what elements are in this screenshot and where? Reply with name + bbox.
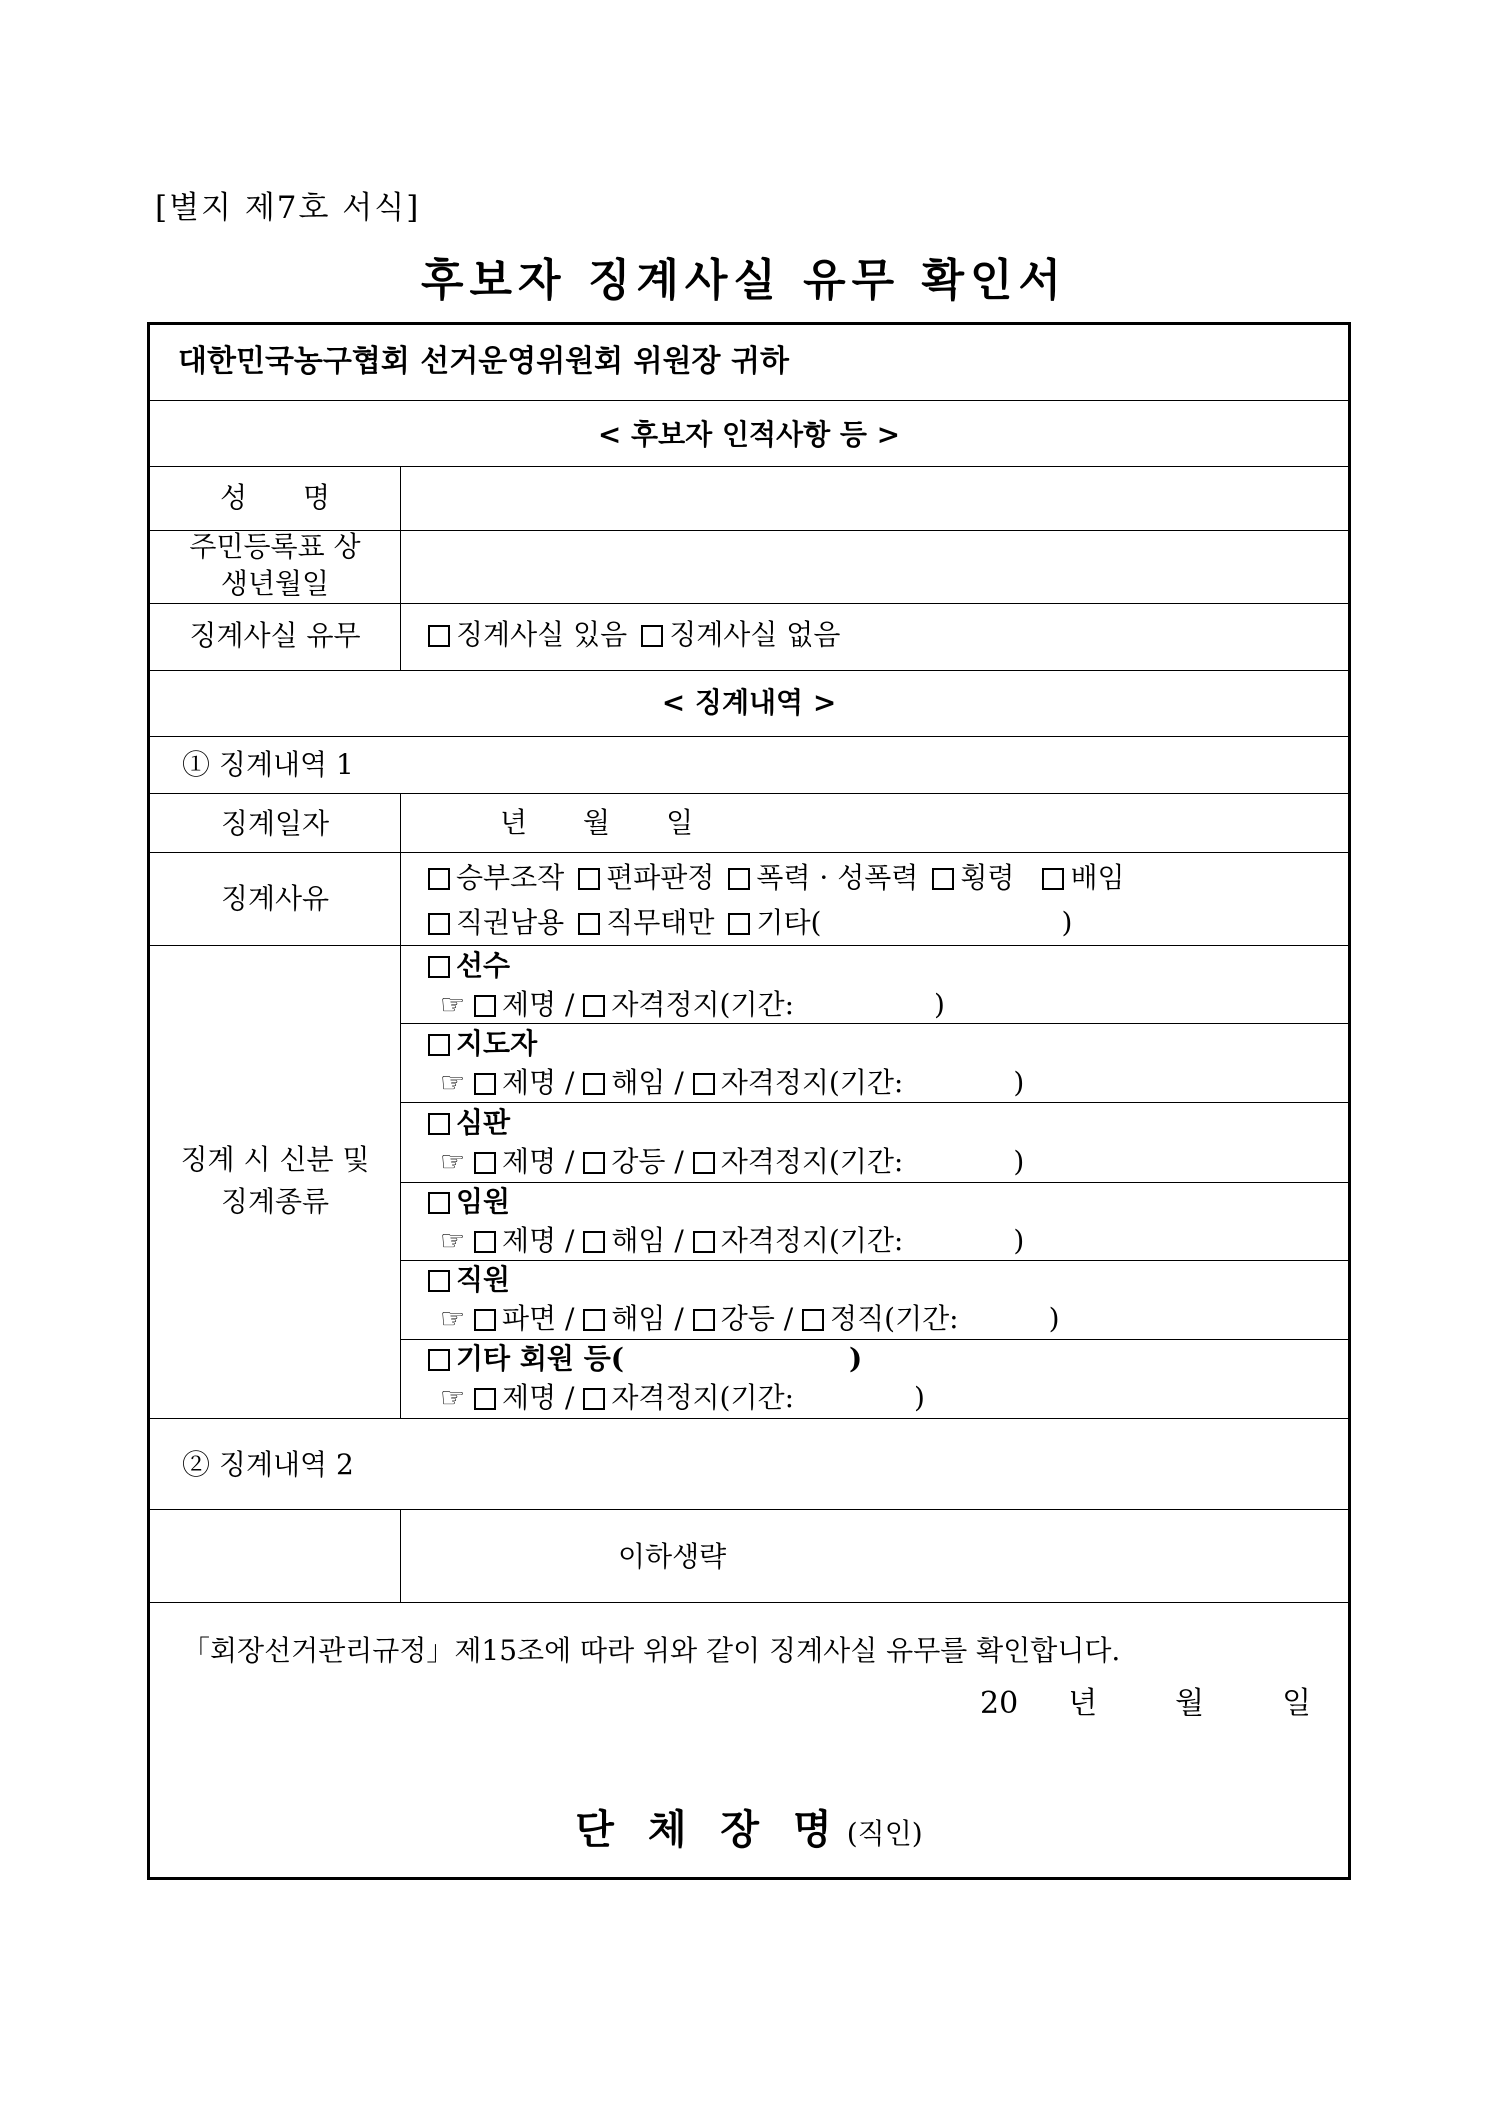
org-name: 단 체 장 명 (575, 1806, 842, 1853)
other-expel-checkbox[interactable] (474, 1388, 496, 1410)
name-field[interactable] (412, 477, 1332, 521)
omitted-note: 이하생략 (618, 1540, 727, 1573)
history2-title: ② 징계내역 2 (182, 1448, 354, 1481)
pointer-icon: ☞ (440, 1381, 466, 1414)
coach-suspend-label: 자격정지(기간: (720, 1066, 904, 1099)
status-player-checkbox[interactable] (428, 956, 450, 978)
status-referee-checkbox[interactable] (428, 1113, 450, 1135)
status-group-other (428, 1341, 862, 1376)
officer-expel-label: 제명 (502, 1224, 557, 1257)
seal-label: (직인) (846, 1817, 923, 1850)
form-frame (147, 322, 1351, 1880)
player-expel-checkbox[interactable] (474, 995, 496, 1017)
status-coach-checkbox[interactable] (428, 1034, 450, 1056)
reason-match-fixing-label: 승부조작 (456, 861, 565, 894)
reason-row-2 (428, 905, 1072, 940)
player-expel-label: 제명 (502, 988, 557, 1021)
status-other-close: ) (849, 1342, 863, 1375)
status-referee-options: ☞ 제명 / 강등 / 자격정지(기간: ) (440, 1145, 1025, 1178)
reason-biased-judgment-checkbox[interactable] (578, 868, 600, 890)
status-staff-checkbox[interactable] (428, 1270, 450, 1292)
status-label-2: 징계종류 (220, 1185, 330, 1218)
discipline-exist-options (428, 617, 840, 652)
status-group-staff (428, 1262, 510, 1297)
birth-field[interactable] (412, 539, 1332, 595)
reason-label: 징계사유 (220, 882, 330, 915)
staff-suspend-close: ) (1048, 1302, 1060, 1335)
date-month-label: 월 (1175, 1686, 1205, 1721)
reason-embezzlement-checkbox[interactable] (932, 868, 954, 890)
pointer-icon: ☞ (440, 1066, 466, 1099)
status-label-1: 징계 시 신분 및 (180, 1143, 370, 1176)
reason-other-label: 기타( (756, 906, 822, 939)
date-year-label: 년 (1068, 1686, 1098, 1721)
reason-match-fixing-checkbox[interactable] (428, 868, 450, 890)
date-year-prefix: 20 (980, 1686, 1019, 1721)
status-officer-checkbox[interactable] (428, 1192, 450, 1214)
player-suspend-label: 자격정지(기간: (611, 988, 795, 1021)
referee-expel-label: 제명 (502, 1145, 557, 1178)
status-coach-title: 지도자 (456, 1027, 538, 1060)
status-player-options: ☞ 제명 / 자격정지(기간: ) (440, 988, 945, 1021)
date-label: 징계일자 (220, 807, 330, 840)
reason-abuse-label: 직권남용 (456, 906, 565, 939)
status-other-title: 기타 회원 등( (456, 1342, 624, 1375)
signature-line (150, 1798, 1348, 1855)
reason-abuse-checkbox[interactable] (428, 913, 450, 935)
reason-row-1 (428, 860, 1125, 895)
status-player-title: 선수 (456, 949, 511, 982)
status-other-checkbox[interactable] (428, 1349, 450, 1371)
referee-suspend-checkbox[interactable] (693, 1152, 715, 1174)
other-suspend-label: 자격정지(기간: (611, 1381, 795, 1414)
coach-suspend-close: ) (1013, 1066, 1025, 1099)
status-staff-title: 직원 (456, 1263, 511, 1296)
status-group-player (428, 948, 510, 983)
document-title: 후보자 징계사실 유무 확인서 (420, 255, 1067, 306)
coach-expel-label: 제명 (502, 1066, 557, 1099)
coach-suspend-checkbox[interactable] (693, 1073, 715, 1095)
status-group-officer (428, 1184, 510, 1219)
section-history-heading: < 징계내역 > (661, 686, 837, 719)
status-officer-title: 임원 (456, 1185, 511, 1218)
status-group-referee (428, 1105, 510, 1140)
pointer-icon: ☞ (440, 1145, 466, 1178)
confirm-text: 「회장선거관리규정」제15조에 따라 위와 같이 징계사실 유무를 확인합니다. (182, 1634, 1121, 1667)
addressee: 대한민국농구협회 선거운영위원회 위원장 귀하 (178, 344, 789, 379)
reason-violence-checkbox[interactable] (728, 868, 750, 890)
status-coach-options: ☞ 제명 / 해임 / 자격정지(기간: ) (440, 1066, 1025, 1099)
officer-suspend-label: 자격정지(기간: (720, 1224, 904, 1257)
officer-suspend-checkbox[interactable] (693, 1231, 715, 1253)
status-group-coach (428, 1026, 537, 1061)
referee-suspend-close: ) (1013, 1145, 1025, 1178)
staff-suspend-label: 정직(기간: (830, 1302, 959, 1335)
reason-breach-label: 배임 (1070, 861, 1125, 894)
officer-dismiss-label: 해임 (611, 1224, 666, 1257)
officer-suspend-close: ) (1013, 1224, 1025, 1257)
discipline-yes-label: 징계사실 있음 (456, 618, 628, 651)
reason-violence-label: 폭력 · 성폭력 (756, 861, 919, 894)
section-personal-heading: < 후보자 인적사항 등 > (597, 418, 901, 451)
staff-dismiss-label: 해임 (611, 1302, 666, 1335)
status-referee-title: 심판 (456, 1106, 511, 1139)
name-label: 성 명 (219, 481, 331, 514)
officer-dismiss-checkbox[interactable] (583, 1231, 605, 1253)
pointer-icon: ☞ (440, 1302, 466, 1335)
staff-dismiss-checkbox[interactable] (583, 1309, 605, 1331)
coach-dismiss-label: 해임 (611, 1066, 666, 1099)
staff-discharge-checkbox[interactable] (474, 1309, 496, 1331)
date-value: 년 월 일 (500, 806, 694, 839)
staff-discharge-label: 파면 (502, 1302, 557, 1335)
status-other-options: ☞ 제명 / 자격정지(기간: ) (440, 1381, 925, 1414)
reason-biased-judgment-label: 편파판정 (606, 861, 715, 894)
reason-breach-checkbox[interactable] (1042, 868, 1064, 890)
player-suspend-close: ) (934, 988, 945, 1021)
coach-expel-checkbox[interactable] (474, 1073, 496, 1095)
confirm-date (980, 1685, 1311, 1723)
staff-demote-label: 강등 (720, 1302, 775, 1335)
discipline-yes-checkbox[interactable] (428, 625, 450, 647)
other-suspend-close: ) (914, 1381, 925, 1414)
status-staff-options: ☞ 파면 / 해임 / 강등 / 정직(기간: ) (440, 1302, 1060, 1335)
pointer-icon: ☞ (440, 988, 466, 1021)
reason-other-checkbox[interactable] (728, 913, 750, 935)
coach-dismiss-checkbox[interactable] (583, 1073, 605, 1095)
reason-other-close: ) (1061, 906, 1073, 939)
referee-demote-checkbox[interactable] (583, 1152, 605, 1174)
history1-title: ① 징계내역 1 (182, 748, 354, 781)
other-expel-label: 제명 (502, 1381, 557, 1414)
status-officer-options: ☞ 제명 / 해임 / 자격정지(기간: ) (440, 1224, 1025, 1257)
referee-expel-checkbox[interactable] (474, 1152, 496, 1174)
discipline-exist-label: 징계사실 유무 (189, 619, 361, 652)
reason-negligence-label: 직무태만 (606, 906, 715, 939)
date-day-label: 일 (1282, 1686, 1312, 1721)
staff-demote-checkbox[interactable] (693, 1309, 715, 1331)
reason-embezzlement-label: 횡령 (960, 861, 1015, 894)
discipline-no-label: 징계사실 없음 (669, 618, 841, 651)
pointer-icon: ☞ (440, 1224, 466, 1257)
player-suspend-checkbox[interactable] (583, 995, 605, 1017)
form-label: [별지 제7호 서식] (155, 190, 421, 226)
staff-suspend-checkbox[interactable] (802, 1309, 824, 1331)
reason-negligence-checkbox[interactable] (578, 913, 600, 935)
birth-label-1: 주민등록표 상 (189, 530, 361, 563)
birth-label-2: 생년월일 (220, 567, 330, 600)
referee-demote-label: 강등 (611, 1145, 666, 1178)
officer-expel-checkbox[interactable] (474, 1231, 496, 1253)
referee-suspend-label: 자격정지(기간: (720, 1145, 904, 1178)
discipline-no-checkbox[interactable] (641, 625, 663, 647)
other-suspend-checkbox[interactable] (583, 1388, 605, 1410)
